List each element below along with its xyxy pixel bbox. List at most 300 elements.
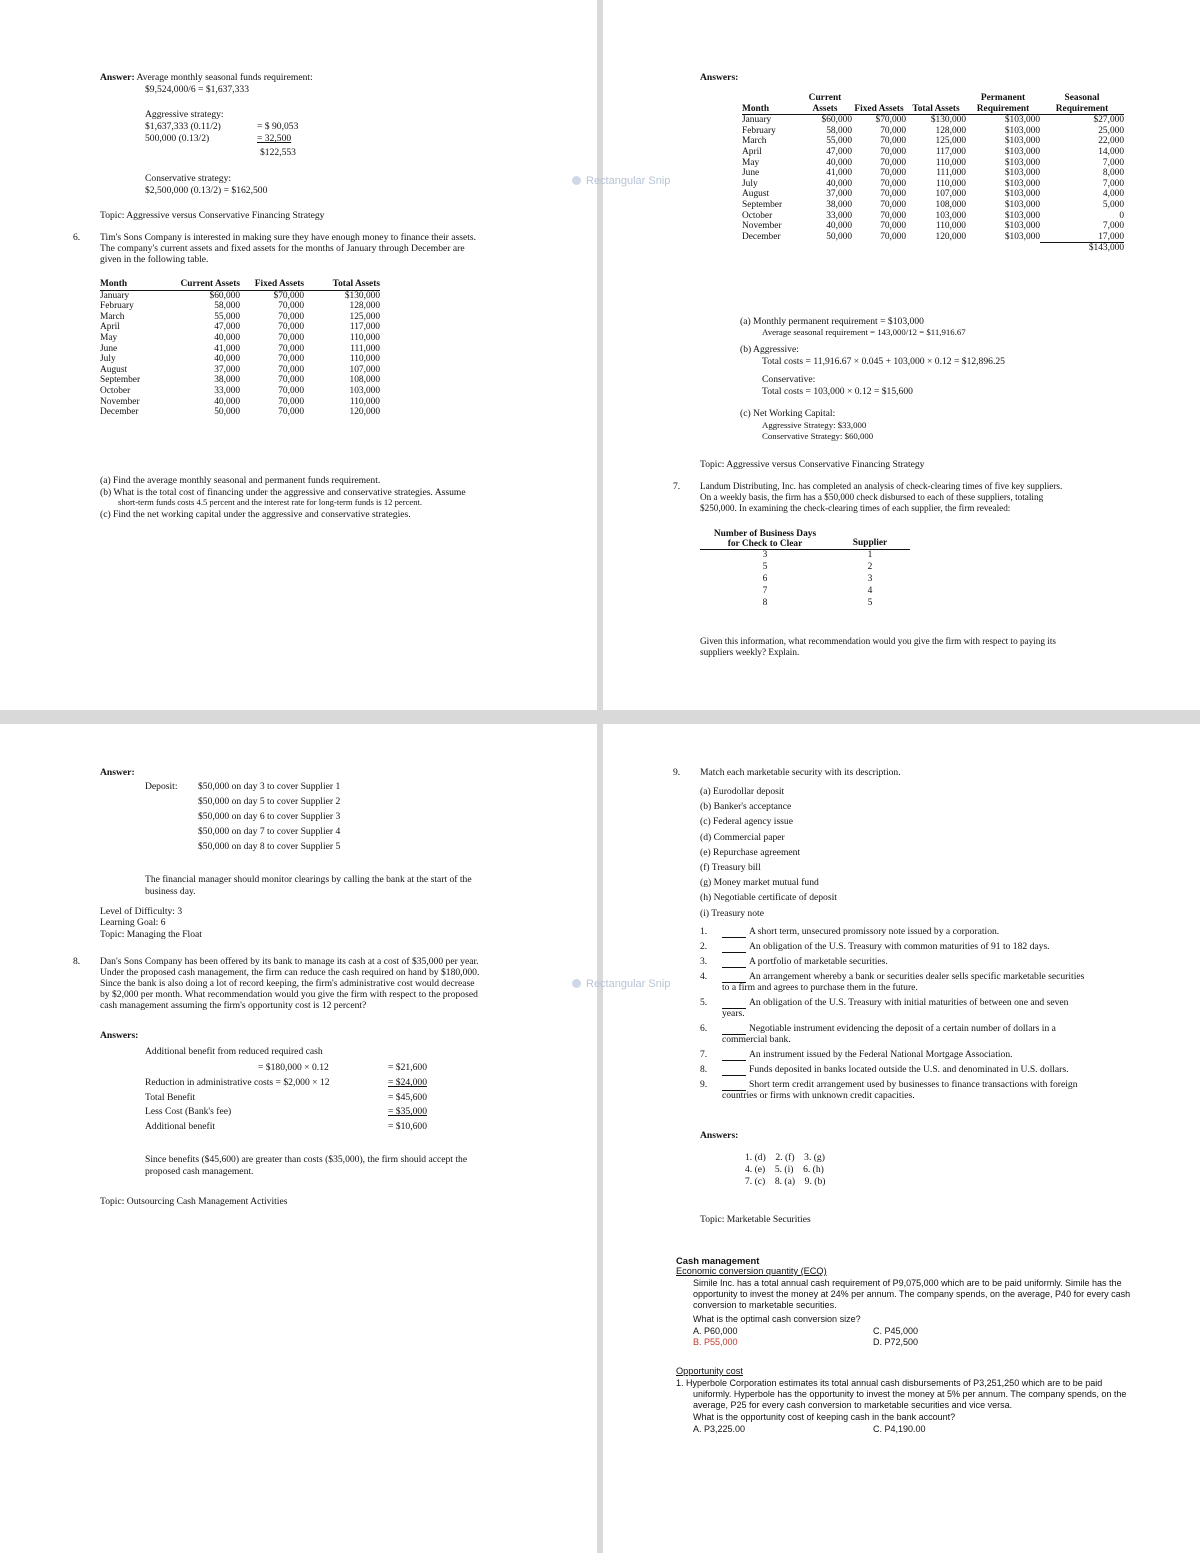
table-row <box>742 136 1124 147</box>
table-cell: 14,000 <box>1098 146 1124 157</box>
problem-line: average, P25 for every cash conversion to marketable securities and vice versa. <box>693 1400 1013 1410</box>
table-cell: April <box>100 322 120 333</box>
table-row <box>100 386 380 397</box>
problem-line: opportunity to invest the money at 24% per annum. The company spends, on the average, P40 for every cash <box>693 1289 1131 1299</box>
question-part: (a) Find the average monthly seasonal and permanent funds requirement. <box>100 475 381 486</box>
question-text: Dan's Sons Company has been offered by its bank to manage its cash at a cost of $35,000 per year. <box>100 956 479 967</box>
table-cell: 40,000 <box>214 332 240 343</box>
description-line: Negotiable instrument evidencing the deposit of a certain number of dollars in a <box>749 1023 1056 1034</box>
table-cell: November <box>100 396 140 407</box>
table-row <box>100 375 380 386</box>
description-number: 3. <box>700 956 708 967</box>
table-cell: October <box>742 210 773 221</box>
table-cell: 70,000 <box>278 375 304 386</box>
security-option: (a) Eurodollar deposit <box>700 786 785 797</box>
table-cell: December <box>742 231 781 242</box>
table-row <box>742 211 1124 222</box>
calc-value: = $ 90,053 <box>257 121 299 132</box>
table-cell: 6 <box>762 574 768 585</box>
answer-blank[interactable] <box>722 1064 746 1076</box>
table-cell: 5 <box>867 598 873 609</box>
question-text: by $2,000 per month. What recommendation would you give the firm with respect to the proposed <box>100 989 478 1000</box>
table-cell: February <box>100 301 134 312</box>
security-option: (f) Treasury bill <box>700 862 761 873</box>
topic-line: Topic: Outsourcing Cash Management Activities <box>100 1196 288 1207</box>
deposit-line: $50,000 on day 7 to cover Supplier 4 <box>198 826 341 837</box>
table-cell: 120,000 <box>935 231 966 242</box>
table-header: Fixed Assets <box>240 279 304 290</box>
table-cell: 37,000 <box>214 364 240 375</box>
table-row <box>100 322 380 333</box>
table-row <box>742 200 1124 211</box>
aggressive-title: Aggressive strategy: <box>145 109 224 120</box>
question-text: Under the proposed cash management, the firm can reduce the cash required on hand by $180,000. <box>100 967 480 978</box>
table-cell: 70,000 <box>880 221 906 232</box>
table-cell: 70,000 <box>278 354 304 365</box>
table-row <box>742 147 1124 158</box>
description-continuation: to a firm and agrees to purchase them in the future. <box>722 982 918 993</box>
question-text: Given this information, what recommendation would you give the firm with respect to paying its <box>700 636 1056 646</box>
table-cell: 55,000 <box>214 311 240 322</box>
table-cell: July <box>742 178 758 189</box>
table-cell: 110,000 <box>349 396 380 407</box>
table-cell: 41,000 <box>826 168 852 179</box>
description-text <box>722 956 888 968</box>
question-text: given in the following table. <box>100 254 209 265</box>
table-cell: 2 <box>867 562 873 573</box>
description-line: An arrangement whereby a bank or securities dealer sells specific marketable securities <box>749 971 1085 982</box>
table-row <box>742 115 1124 126</box>
table-cell: $103,000 <box>1004 210 1040 221</box>
table-cell: 3 <box>762 550 768 561</box>
question-number: 6. <box>73 232 81 243</box>
security-option: (c) Federal agency issue <box>700 816 793 828</box>
description-continuation: countries or firms with unknown credit capacities. <box>722 1090 915 1101</box>
description-number: 1. <box>700 926 708 937</box>
table-cell: 8,000 <box>1102 168 1124 179</box>
note-line: The financial manager should monitor clearings by calling the bank at the start of the <box>145 874 472 885</box>
table-cell: 70,000 <box>880 231 906 242</box>
table-row <box>700 562 910 574</box>
table-cell: 37,000 <box>826 189 852 200</box>
question-text: Tim's Sons Company is interested in making sure they have enough money to finance their assets. <box>100 232 477 243</box>
table-cell: $103,000 <box>1004 231 1040 242</box>
table-cell: 47,000 <box>214 322 240 333</box>
answer-part: Total costs = 11,916.67 × 0.045 + 103,000 × 0.12 = $12,896.25 <box>762 356 1005 367</box>
table-cell: $130,000 <box>930 115 966 126</box>
answer-part: Total costs = 103,000 × 0.12 = $15,600 <box>762 386 913 397</box>
description-text <box>722 926 999 938</box>
answer-blank[interactable] <box>722 941 746 953</box>
answer-part: (b) Aggressive: <box>740 344 799 355</box>
deposit-line: $50,000 on day 6 to cover Supplier 3 <box>198 811 341 822</box>
table-cell: May <box>100 332 118 343</box>
seasonal-total: $143,000 <box>1040 243 1124 254</box>
question-part: short-term funds costs 4.5 percent and the interest rate for long-term funds is 12 percent. <box>118 497 423 507</box>
table-cell: $103,000 <box>1004 168 1040 179</box>
problem-line: Simile Inc. has a total annual cash requirement of P9,075,000 which are to be paid uniformly. Simile has the <box>693 1278 1122 1288</box>
topic-line: Topic: Managing the Float <box>100 929 202 940</box>
table-cell: August <box>100 364 128 375</box>
table-cell: 0 <box>1119 210 1124 221</box>
security-option: (i) Treasury note <box>700 907 764 919</box>
table-row <box>742 126 1124 137</box>
table-cell: June <box>742 168 760 179</box>
table-cell: 70,000 <box>880 157 906 168</box>
table-cell: March <box>100 311 125 322</box>
table-cell: 58,000 <box>214 301 240 312</box>
goal-line: Learning Goal: 6 <box>100 917 166 928</box>
table-cell: 70,000 <box>278 343 304 354</box>
table-row <box>100 397 380 408</box>
table-cell: 7,000 <box>1102 157 1124 168</box>
benefit-value: = $35,000 <box>388 1106 427 1117</box>
table-cell: May <box>742 157 760 168</box>
table-cell: 70,000 <box>278 385 304 396</box>
description-text <box>722 941 1050 953</box>
table-cell: 17,000 <box>1098 231 1124 242</box>
level-line: Level of Difficulty: 3 <box>100 906 183 917</box>
table-header: Permanent Requirement <box>966 93 1040 115</box>
description-number: 7. <box>700 1049 708 1060</box>
description-number: 8. <box>700 1064 708 1075</box>
table-cell: 38,000 <box>826 199 852 210</box>
table-row <box>742 189 1124 200</box>
description-line: An instrument issued by the Federal National Mortgage Association. <box>749 1049 1013 1060</box>
table-row <box>742 221 1124 232</box>
table-header: Current Assets <box>180 279 240 289</box>
table-cell: 70,000 <box>278 364 304 375</box>
table-cell: 103,000 <box>349 385 380 396</box>
question-text: Since the bank is also doing a lot of record keeping, the firm's administrative cost would decrease <box>100 978 475 989</box>
table-cell: 70,000 <box>278 407 304 418</box>
snip-overlay-label: Rectangular Snip <box>572 978 670 990</box>
answer-line: $9,524,000/6 = $1,637,333 <box>145 84 250 95</box>
benefit-value: = $10,600 <box>388 1121 427 1132</box>
answers-label: Answers: <box>700 72 739 83</box>
table-row <box>100 312 380 323</box>
description-continuation: years. <box>722 1008 745 1019</box>
answer-part: Conservative: <box>762 374 816 385</box>
table-header: Current Assets <box>798 93 852 115</box>
calc-line: $2,500,000 (0.13/2) = $162,500 <box>145 185 268 196</box>
answer-blank[interactable] <box>722 956 746 968</box>
table-cell: 70,000 <box>880 136 906 147</box>
table-cell: $103,000 <box>1004 146 1040 157</box>
table-cell: January <box>742 115 772 126</box>
benefit-label: Reduction in administrative costs = $2,000 × 12 <box>145 1077 330 1088</box>
table-cell: April <box>742 146 762 157</box>
table-cell: $103,000 <box>1004 189 1040 200</box>
table-cell: 70,000 <box>880 146 906 157</box>
question-text: Match each marketable security with its description. <box>700 767 901 778</box>
table-row <box>100 407 380 418</box>
description-line: Funds deposited in banks located outside the U.S. and denominated in U.S. dollars. <box>749 1064 1069 1075</box>
description-line: An obligation of the U.S. Treasury with initial maturities of between one and seven <box>749 997 1069 1008</box>
table-cell: 125,000 <box>935 136 966 147</box>
table-cell: 110,000 <box>349 332 380 343</box>
assets-table <box>100 279 380 418</box>
table-cell: $60,000 <box>821 115 852 126</box>
table-cell: 120,000 <box>349 407 380 418</box>
answer-label: Answer: <box>100 767 135 778</box>
table-header: Total Assets <box>906 93 966 115</box>
table-cell: June <box>100 343 118 354</box>
table-header: Number of Business Days <box>713 529 817 539</box>
question-number: 7. <box>673 481 681 492</box>
deposit-line: $50,000 on day 3 to cover Supplier 1 <box>198 781 341 792</box>
security-option: (b) Banker's acceptance <box>700 801 792 813</box>
table-cell: $60,000 <box>209 290 240 301</box>
description-line: Short term credit arrangement used by businesses to finance transactions with foreign <box>749 1079 1078 1090</box>
table-cell: $103,000 <box>1004 115 1040 126</box>
table-cell: December <box>100 407 139 418</box>
conclusion-line: proposed cash management. <box>145 1166 254 1177</box>
table-cell: 5,000 <box>1102 199 1124 210</box>
table-cell: 70,000 <box>278 396 304 407</box>
section-title: Cash management <box>676 1255 760 1266</box>
table-cell: $103,000 <box>1004 157 1040 168</box>
problem-line: uniformly. Hyperbole has the opportunity to invest the money at 5% per annum. The company spends, on the <box>693 1389 1127 1399</box>
table-cell: 70,000 <box>880 210 906 221</box>
table-cell: September <box>100 375 141 386</box>
benefit-label: Total Benefit <box>145 1092 196 1103</box>
topic-line: Topic: Aggressive versus Conservative Financing Strategy <box>700 459 925 470</box>
question-part: (b) What is the total cost of financing under the aggressive and conservative strategies. Assume <box>100 487 466 498</box>
table-cell: 25,000 <box>1098 125 1124 136</box>
question-text: On a weekly basis, the firm has a $50,000 check disbursed to each of these suppliers, totaling <box>700 492 1044 502</box>
table-cell: 33,000 <box>826 210 852 221</box>
description-number: 6. <box>700 1023 708 1034</box>
description-line: A portfolio of marketable securities. <box>749 956 888 967</box>
answer-blank[interactable] <box>722 926 746 938</box>
table-header: for Check to Clear <box>727 539 803 549</box>
table-cell: July <box>100 354 116 365</box>
answer-part: (c) Net Working Capital: <box>740 408 836 419</box>
problem-question: What is the opportunity cost of keeping cash in the bank account? <box>693 1412 956 1422</box>
answer-part: Aggressive Strategy: $33,000 <box>762 420 867 430</box>
table-cell: 38,000 <box>214 375 240 386</box>
table-cell: 7,000 <box>1102 178 1124 189</box>
table-cell: $103,000 <box>1004 178 1040 189</box>
answer-label: Answer: <box>100 72 135 83</box>
answer-key-line: 4. (e) 5. (i) 6. (h) <box>745 1164 824 1175</box>
answer-blank[interactable] <box>722 1049 746 1061</box>
choice-c: C. P45,000 <box>873 1326 919 1336</box>
description-number: 9. <box>700 1079 708 1090</box>
table-cell: 108,000 <box>349 375 380 386</box>
table-cell: January <box>100 290 130 301</box>
question-text: Landum Distributing, Inc. has completed an analysis of check-clearing times of five key suppliers. <box>700 481 1063 491</box>
table-cell: 22,000 <box>1098 136 1124 147</box>
table-cell: 70,000 <box>880 178 906 189</box>
table-cell: 50,000 <box>214 407 240 418</box>
security-option: (e) Repurchase agreement <box>700 846 801 858</box>
topic-line: Topic: Marketable Securities <box>700 1214 811 1225</box>
benefit-label: = $180,000 × 0.12 <box>258 1062 329 1073</box>
clearing-table <box>700 529 910 610</box>
table-row <box>700 586 910 598</box>
table-cell: 117,000 <box>935 146 966 157</box>
table-cell: 110,000 <box>349 354 380 365</box>
question-number: 9. <box>673 767 681 778</box>
table-cell: $103,000 <box>1004 199 1040 210</box>
table-cell: $103,000 <box>1004 221 1040 232</box>
answer-part: Conservative Strategy: $60,000 <box>762 431 874 441</box>
table-cell: October <box>100 385 131 396</box>
description-line: An obligation of the U.S. Treasury with common maturities of 91 to 182 days. <box>749 941 1050 952</box>
table-cell: 4,000 <box>1102 189 1124 200</box>
calc-total: $122,553 <box>260 147 296 158</box>
table-cell: 70,000 <box>880 168 906 179</box>
deposit-line: $50,000 on day 8 to cover Supplier 5 <box>198 841 341 852</box>
snip-overlay-label: Rectangular Snip <box>572 175 670 187</box>
table-cell: 40,000 <box>826 221 852 232</box>
problem-question: What is the optimal cash conversion size? <box>693 1314 861 1324</box>
benefit-label: Less Cost (Bank's fee) <box>145 1106 232 1117</box>
table-cell: 107,000 <box>935 189 966 200</box>
table-header: Supplier <box>830 529 910 550</box>
table-cell: 1 <box>867 550 873 561</box>
choice-b: B. P55,000 <box>693 1337 738 1347</box>
table-cell: 70,000 <box>880 189 906 200</box>
table-row <box>100 333 380 344</box>
table-header: Month <box>100 279 180 290</box>
table-cell: February <box>742 125 776 136</box>
table-cell: $70,000 <box>875 115 906 126</box>
table-cell: 111,000 <box>936 168 966 179</box>
benefit-value: = $24,000 <box>388 1077 427 1088</box>
table-cell: $70,000 <box>273 290 304 301</box>
table-row <box>100 344 380 355</box>
requirements-table-body <box>742 115 1124 243</box>
question-text: $250,000. In examining the check-clearing times of each supplier, the firm revealed: <box>700 503 1011 513</box>
table-cell: 5 <box>762 562 768 573</box>
question-number: 8. <box>73 956 81 967</box>
table-cell: 103,000 <box>935 210 966 221</box>
table-cell: 70,000 <box>278 322 304 333</box>
requirements-table <box>742 93 1124 254</box>
answer-part: (a) Monthly permanent requirement = $103,000 <box>740 316 924 327</box>
conclusion-line: Since benefits ($45,600) are greater than costs ($35,000), the firm should accept the <box>145 1154 468 1165</box>
table-cell: 70,000 <box>880 199 906 210</box>
subsection-title: Opportunity cost <box>676 1366 743 1376</box>
table-row <box>100 365 380 376</box>
choice-a: A. P3,225.00 <box>693 1424 746 1434</box>
table-cell: September <box>742 199 783 210</box>
table-row <box>742 232 1124 243</box>
table-cell: 55,000 <box>826 136 852 147</box>
snip-icon <box>572 979 581 988</box>
answer-key-line: 7. (c) 8. (a) 9. (b) <box>745 1176 826 1187</box>
answer-part: Average seasonal requirement = 143,000/12 = $11,916.67 <box>762 327 966 337</box>
table-cell: 108,000 <box>935 199 966 210</box>
answer-text: Average monthly seasonal funds requirement: <box>136 72 313 83</box>
table-row <box>742 168 1124 179</box>
question-text: cash management assuming the firm's opportunity cost is 12 percent? <box>100 1000 367 1011</box>
table-cell: $130,000 <box>344 290 380 301</box>
table-row <box>100 301 380 312</box>
question-part: (c) Find the net working capital under the aggressive and conservative strategies. <box>100 509 411 520</box>
benefit-title: Additional benefit from reduced required cash <box>145 1046 323 1057</box>
problem-line: conversion to marketable securities. <box>693 1300 837 1310</box>
table-row <box>700 550 910 562</box>
table-cell: 70,000 <box>278 332 304 343</box>
table-row <box>100 354 380 365</box>
calc-line: 500,000 (0.13/2) <box>145 133 210 144</box>
table-cell: 111,000 <box>350 343 380 354</box>
choice-c: C. P4,190.00 <box>873 1424 926 1434</box>
benefit-label: Additional benefit <box>145 1121 216 1132</box>
security-option: (h) Negotiable certificate of deposit <box>700 892 837 904</box>
table-cell: 40,000 <box>214 354 240 365</box>
question-text: suppliers weekly? Explain. <box>700 647 800 657</box>
table-cell: 41,000 <box>214 343 240 354</box>
answers-label: Answers: <box>100 1030 139 1041</box>
note-line: business day. <box>145 886 196 897</box>
description-number: 2. <box>700 941 708 952</box>
description-text <box>722 1049 1013 1061</box>
benefit-value: = $45,600 <box>388 1092 427 1103</box>
table-cell: November <box>742 221 782 232</box>
assets-table-body <box>100 290 380 418</box>
table-cell: 40,000 <box>826 157 852 168</box>
table-cell: 70,000 <box>278 301 304 312</box>
table-cell: 40,000 <box>214 396 240 407</box>
answer-key-line: 1. (d) 2. (f) 3. (g) <box>745 1152 825 1163</box>
table-cell: 3 <box>867 574 873 585</box>
calc-line: $1,637,333 (0.11/2) <box>145 121 221 132</box>
table-cell: 58,000 <box>826 125 852 136</box>
table-header: Month <box>742 93 798 115</box>
table-cell: $27,000 <box>1093 115 1124 126</box>
table-cell: 128,000 <box>349 301 380 312</box>
deposit-label: Deposit: <box>145 781 178 792</box>
table-row <box>742 158 1124 169</box>
question-text: The company's current assets and fixed assets for the months of January through December are <box>100 243 465 254</box>
clearing-table-body <box>700 550 910 610</box>
table-cell: 110,000 <box>935 157 966 168</box>
table-cell: 47,000 <box>826 146 852 157</box>
table-cell: 125,000 <box>349 311 380 322</box>
snip-icon <box>572 176 581 185</box>
description-number: 4. <box>700 971 708 982</box>
table-cell: 70,000 <box>278 311 304 322</box>
description-text <box>722 997 1068 1009</box>
page-separator-vertical <box>597 0 603 1553</box>
table-cell: 107,000 <box>349 364 380 375</box>
answers-label: Answers: <box>700 1130 739 1141</box>
description-text <box>722 1064 1068 1076</box>
security-option: (d) Commercial paper <box>700 831 785 843</box>
problem-line: 1. Hyperbole Corporation estimates its total annual cash disbursements of P3,251,250 which are to be paid <box>676 1378 1103 1388</box>
table-header: Fixed Assets <box>852 93 906 115</box>
table-cell: 4 <box>867 586 873 597</box>
choice-d: D. P72,500 <box>873 1337 919 1347</box>
table-row <box>700 574 910 586</box>
description-line: A short term, unsecured promissory note issued by a corporation. <box>749 926 1000 937</box>
table-cell: 110,000 <box>935 221 966 232</box>
deposit-line: $50,000 on day 5 to cover Supplier 2 <box>198 796 341 807</box>
description-continuation: commercial bank. <box>722 1034 791 1045</box>
table-cell: 117,000 <box>349 322 380 333</box>
choice-a: A. P60,000 <box>693 1326 738 1336</box>
table-cell: 128,000 <box>935 125 966 136</box>
table-cell: 50,000 <box>826 231 852 242</box>
table-cell: March <box>742 136 767 147</box>
subsection-title: Economic conversion quantity (ECQ) <box>676 1266 827 1276</box>
table-header: Seasonal Requirement <box>1040 93 1124 115</box>
